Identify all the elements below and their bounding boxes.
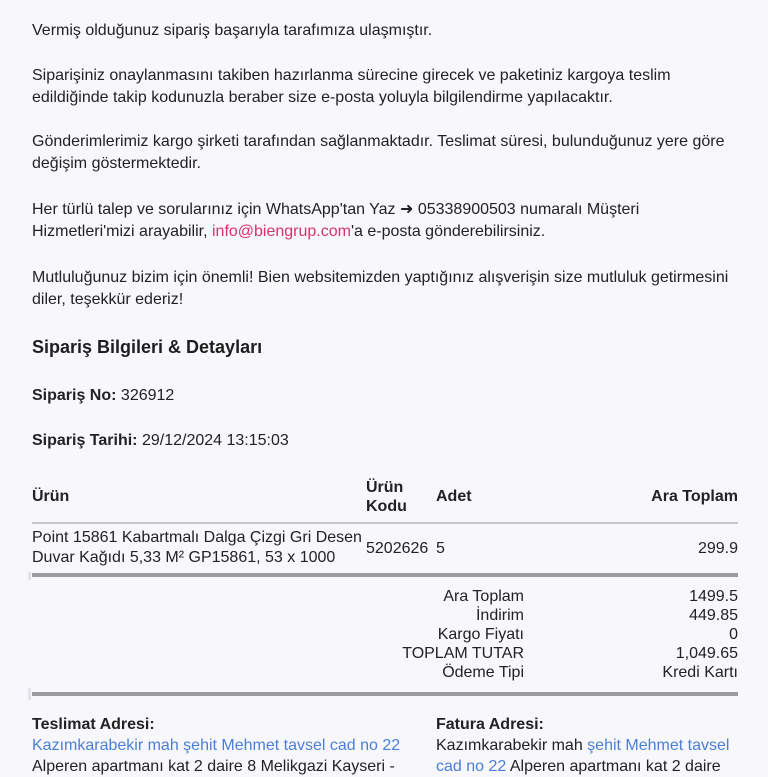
delivery-address-title: Teslimat Adresi: [32,716,155,733]
confirmation-paragraph: Vermiş olduğunuz sipariş başarıyla tarafımıza ulaşmıştır. [32,22,433,39]
column-header-subtotal: Ara Toplam [651,488,738,505]
shipping-paragraph: Gönderimlerimiz kargo şirketi tarafından sağlanmaktadır. Teslimat süresi, bulunduğunuz yere göre değişim göstermektedir. [32,133,725,172]
billing-address-line2: Alperen apartmanı kat 2 daire [506,758,721,775]
contact-text: Her türlü talep ve sorularınız için WhatsApp'tan Yaz ➜ 05338900503 numaralı Müşteri Hizmetleri'mizi arayabilir, [32,201,640,240]
billing-address-plain: Kazımkarabekir mah [436,737,588,754]
order-date-label: Sipariş Tarihi: [32,432,138,449]
product-name [32,528,362,568]
order-details-title: Sipariş Bilgileri & Detayları [32,337,263,357]
summary-value-total: 1,049.65 [675,645,738,662]
order-number-label: Sipariş No: [32,387,117,404]
column-header-code-line1: Ürün [366,479,404,496]
product-name-line2: Duvar Kağıdı 5,33 M² GP15861, 53 x 1000 [32,549,336,566]
summary-corner-bottom [28,688,31,700]
summary-value-discount: 449.85 [689,607,738,624]
row-divider [32,573,738,577]
summary-corner-top [28,572,31,580]
delivery-address-link[interactable]: Kazımkarabekir mah şehit Mehmet tavsel cad no 22 [32,737,401,754]
order-number-value: 326912 [120,387,175,404]
summary-divider [32,692,738,696]
summary-label-total: TOPLAM TUTAR [402,645,524,662]
summary-value-shipping: 0 [729,626,738,643]
summary-label-shipping: Kargo Fiyatı [437,626,524,643]
order-date-value: 29/12/2024 13:15:03 [141,432,289,449]
summary-value-payment: Kredi Kartı [662,664,738,681]
summary-label-payment: Ödeme Tipi [442,664,524,681]
summary-label-discount: İndirim [475,607,524,624]
column-header-code [366,478,407,516]
billing-address-link-cont[interactable]: cad no 22 [436,758,507,775]
order-number [32,387,174,405]
billing-address-title: Fatura Adresi: [436,716,544,733]
product-subtotal: 299.9 [697,540,738,557]
product-code: 5202626 [366,540,429,557]
product-qty: 5 [436,540,445,557]
column-header-code-line2: Kodu [366,498,407,515]
processing-paragraph: Siparişiniz onaylanmasını takiben hazırlanma sürecine girecek ve paketiniz kargoya teslim edildiğinde takip kodunuzla beraber size e-posta yoluyla bilgilendirme yapılacaktır. [32,67,671,106]
thanks-paragraph: Mutluluğunuz bizim için önemli! Bien websitemizden yaptığınız alışverişin size mutluluk getirmesini diler, teşekkür ederiz! [32,269,729,308]
product-name-line1: Point 15861 Kabartmalı Dalga Çizgi Gri Desen [32,529,362,546]
header-divider [32,522,738,524]
email-link[interactable]: info@biengrup.com [211,223,351,240]
contact-text-end: 'a e-posta gönderebilirsiniz. [350,223,546,240]
billing-address-link[interactable]: şehit Mehmet tavsel [587,737,730,754]
contact-paragraph [32,199,742,243]
column-header-qty: Adet [436,488,472,505]
summary-value-subtotal: 1499.5 [689,588,738,605]
column-header-product: Ürün [32,488,70,505]
order-date [32,432,289,450]
delivery-address-text [32,735,432,777]
delivery-address-line2: Alperen apartmanı kat 2 daire 8 Melikgazi Kayseri - [32,758,395,775]
billing-address-text [436,735,746,777]
summary-label-subtotal: Ara Toplam [443,588,524,605]
